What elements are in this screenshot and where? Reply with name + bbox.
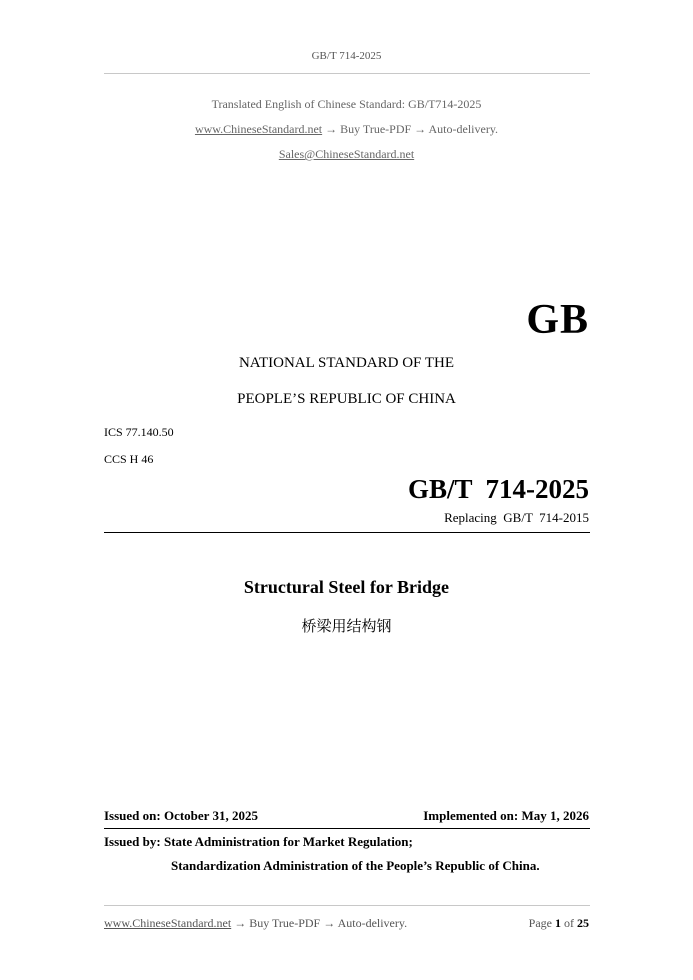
replacing-note: Replacing GB/T 714-2015	[444, 510, 589, 525]
gb-mark: GB	[526, 297, 589, 343]
email-line	[0, 147, 693, 162]
page-indicator	[529, 916, 589, 931]
footer-purchase-text: → Buy True-PDF → Auto-delivery.	[231, 916, 408, 930]
issued-by-line1: Issued by: State Administration for Market Regulation;	[104, 834, 413, 849]
page-prefix: Page	[528, 916, 555, 930]
footer-divider	[104, 905, 590, 906]
issued-on: Issued on: October 31, 2025	[104, 808, 258, 823]
translation-note: Translated English of Chinese Standard: GB/T714-2025	[211, 97, 482, 111]
purchase-text: → Buy True-PDF → Auto-delivery.	[322, 122, 499, 136]
purchase-line	[0, 122, 693, 137]
ccs-code: CCS H 46	[104, 452, 154, 466]
national-standard-line2: PEOPLE’S REPUBLIC OF CHINA	[237, 391, 456, 407]
title-divider	[104, 532, 590, 533]
national-standard-line1: NATIONAL STANDARD OF THE	[238, 355, 455, 371]
page-current: 1	[555, 916, 561, 930]
standard-number: GB/T 714-2025	[407, 474, 589, 504]
footer-site-link[interactable]: www.ChineseStandard.net	[104, 916, 232, 930]
header-divider	[104, 73, 590, 74]
issuer-divider	[104, 828, 590, 829]
running-header: GB/T 714-2025	[311, 50, 382, 62]
title-chinese: 桥梁用结构钢	[301, 617, 392, 635]
footer-purchase-line	[104, 916, 407, 931]
page-of: of	[561, 916, 577, 930]
ics-code: ICS 77.140.50	[104, 425, 174, 439]
site-link[interactable]: www.ChineseStandard.net	[194, 122, 323, 136]
title-english: Structural Steel for Bridge	[243, 577, 450, 597]
email-link[interactable]: Sales@ChineseStandard.net	[278, 147, 415, 161]
implemented-on: Implemented on: May 1, 2026	[423, 808, 589, 823]
page-total: 25	[577, 916, 589, 930]
issued-by-line2: Standardization Administration of the People’s Republic of China.	[171, 858, 540, 873]
